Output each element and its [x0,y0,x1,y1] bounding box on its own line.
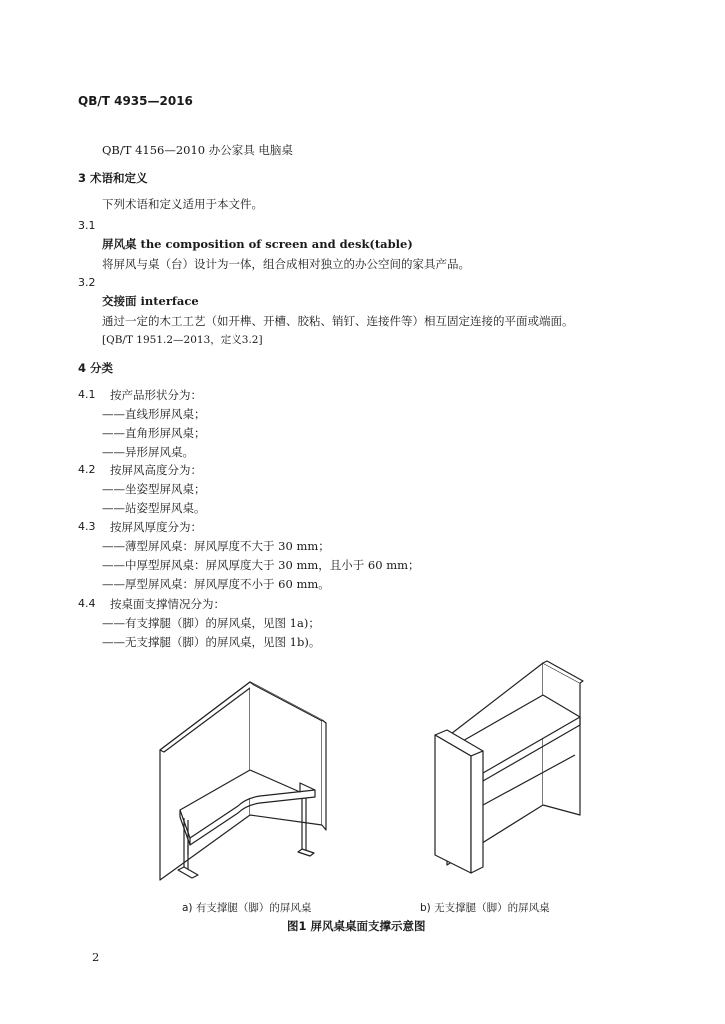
standard-code: QB/T 4935—2016 [78,94,193,108]
term-3-2-source: [QB/T 1951.2—2013，定义3.2] [102,334,263,346]
clause-4-2-number: 4.2 [78,463,96,476]
figure-caption-b: b) 无支撑腿（脚）的屏风桌 [420,902,550,914]
figure-caption-a: a) 有支撑腿（脚）的屏风桌 [182,902,312,914]
list-item: ——坐姿型屏风桌； [102,482,206,496]
term-3-2-title: 交接面 interface [102,294,199,308]
term-3-2-number: 3.2 [78,276,96,289]
clause-4-4-title: 按桌面支撑情况分为： [110,597,225,611]
list-item: ——直线形屏风桌； [102,407,206,421]
list-item: ——异形屏风桌。 [102,445,194,459]
figure-1b-drawing [425,655,600,880]
section-4-heading: 4 分类 [78,361,114,375]
figure-1a-drawing [150,670,340,890]
term-3-2-definition: 通过一定的木工工艺（如开榫、开槽、胶粘、销钉、连接件等）相互固定连接的平面或端面。 [102,314,574,328]
list-item: ——站姿型屏风桌。 [102,501,206,515]
clause-4-1-number: 4.1 [78,388,96,401]
reference-line: QB/T 4156—2010 办公家具 电脑桌 [102,143,293,157]
page-number: 2 [92,950,100,964]
term-3-1-number: 3.1 [78,219,96,232]
section-3-heading: 3 术语和定义 [78,171,148,185]
list-item: ——直角形屏风桌； [102,426,206,440]
term-3-1-definition: 将屏风与桌（台）设计为一体，组合成相对独立的办公空间的家具产品。 [102,257,470,271]
figure-title: 图1 屏风桌桌面支撑示意图 [287,919,426,933]
list-item: ——无支撑腿（脚）的屏风桌，见图 1b)。 [102,635,321,649]
list-item: ——中厚型屏风桌：屏风厚度大于 30 mm，且小于 60 mm； [102,558,420,572]
clause-4-1-title: 按产品形状分为： [110,388,202,402]
term-3-1-title: 屏风桌 the composition of screen and desk(table) [102,237,413,251]
clause-4-3-title: 按屏风厚度分为： [110,520,202,534]
clause-4-2-title: 按屏风高度分为： [110,463,202,477]
section-3-intro: 下列术语和定义适用于本文件。 [102,197,263,211]
clause-4-3-number: 4.3 [78,520,96,533]
clause-4-4-number: 4.4 [78,597,96,610]
list-item: ——有支撑腿（脚）的屏风桌，见图 1a)； [102,616,320,630]
list-item: ——薄型屏风桌：屏风厚度不大于 30 mm； [102,539,330,553]
list-item: ——厚型屏风桌：屏风厚度不小于 60 mm。 [102,577,330,591]
